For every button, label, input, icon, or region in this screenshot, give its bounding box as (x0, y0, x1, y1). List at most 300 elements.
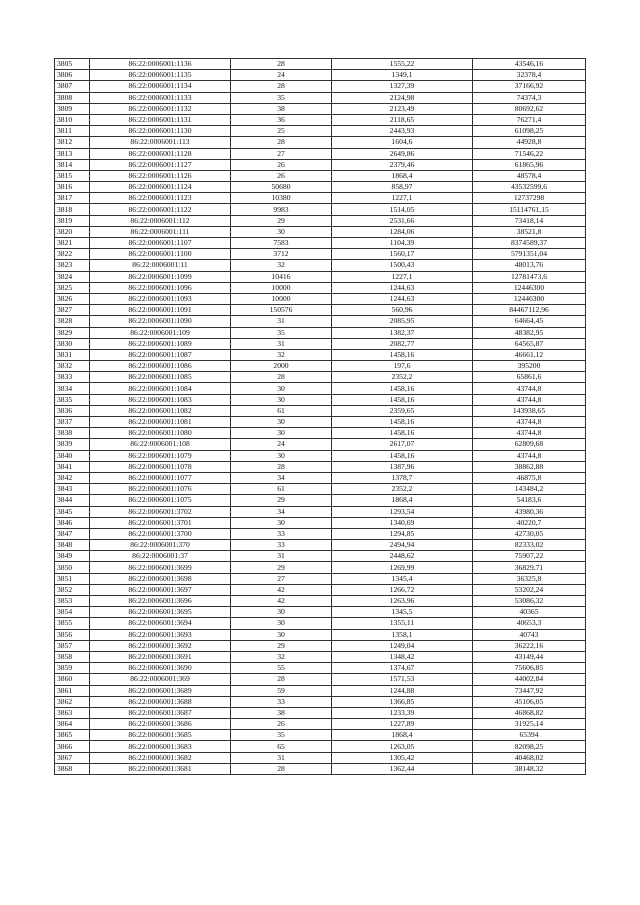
table-row (55, 763, 586, 774)
specific-value-cell: 1305,42 (332, 752, 473, 763)
cadastral-value-cell: 31925,14 (473, 719, 586, 730)
cadastral-value-cell: 44928,8 (473, 137, 586, 148)
table-row (55, 215, 586, 226)
cadastral-value-cell: 45106,05 (473, 696, 586, 707)
area-cell: 9983 (231, 204, 332, 215)
cadastral-value-cell: 38521,8 (473, 226, 586, 237)
cadastral-number-cell: 86:22:0006001:3681 (90, 763, 231, 774)
cadastral-number-cell: 86:22:0006001:1080 (90, 428, 231, 439)
specific-value-cell: 197,6 (332, 361, 473, 372)
area-cell: 28 (231, 81, 332, 92)
row-number-cell: 3847 (55, 528, 90, 539)
cadastral-number-cell: 86:22:0006001:3693 (90, 629, 231, 640)
table-row (55, 103, 586, 114)
area-cell: 30 (231, 618, 332, 629)
cadastral-number-cell: 86:22:0006001:1078 (90, 461, 231, 472)
cadastral-number-cell: 86:22:0006001:1096 (90, 282, 231, 293)
specific-value-cell: 1868,4 (332, 170, 473, 181)
area-cell: 31 (231, 551, 332, 562)
cadastral-value-cell: 65861,6 (473, 372, 586, 383)
specific-value-cell: 2494,94 (332, 540, 473, 551)
cadastral-value-cell: 40743 (473, 629, 586, 640)
specific-value-cell: 1366,85 (332, 696, 473, 707)
cadastral-value-cell: 75907,22 (473, 551, 586, 562)
area-cell: 28 (231, 59, 332, 70)
cadastral-number-cell: 86:22:0006001:1107 (90, 238, 231, 249)
row-number-cell: 3851 (55, 573, 90, 584)
specific-value-cell: 2082,77 (332, 338, 473, 349)
table-row (55, 752, 586, 763)
row-number-cell: 3859 (55, 663, 90, 674)
cadastral-number-cell: 86:22:0006001:3685 (90, 730, 231, 741)
cadastral-number-cell: 86:22:0006001:1130 (90, 126, 231, 137)
table-row (55, 271, 586, 282)
cadastral-value-cell: 43744,8 (473, 383, 586, 394)
area-cell: 10380 (231, 193, 332, 204)
cadastral-number-cell: 86:22:0006001:3686 (90, 719, 231, 730)
row-number-cell: 3823 (55, 260, 90, 271)
cadastral-number-cell: 86:22:0006001:1090 (90, 316, 231, 327)
cadastral-value-cell: 12446300 (473, 282, 586, 293)
table-row (55, 484, 586, 495)
cadastral-value-cell: 43744,8 (473, 450, 586, 461)
table-row (55, 629, 586, 640)
row-number-cell: 3820 (55, 226, 90, 237)
table-row (55, 126, 586, 137)
specific-value-cell: 1104,39 (332, 238, 473, 249)
row-number-cell: 3814 (55, 159, 90, 170)
area-cell: 32 (231, 260, 332, 271)
row-number-cell: 3813 (55, 148, 90, 159)
row-number-cell: 3867 (55, 752, 90, 763)
cadastral-value-cell: 38148,32 (473, 763, 586, 774)
table-row (55, 372, 586, 383)
cadastral-number-cell: 86:22:0006001:3688 (90, 696, 231, 707)
specific-value-cell: 1355,11 (332, 618, 473, 629)
row-number-cell: 3857 (55, 640, 90, 651)
row-number-cell: 3826 (55, 293, 90, 304)
specific-value-cell: 1263,05 (332, 741, 473, 752)
row-number-cell: 3838 (55, 428, 90, 439)
row-number-cell: 3844 (55, 495, 90, 506)
area-cell: 10000 (231, 282, 332, 293)
specific-value-cell: 2118,65 (332, 114, 473, 125)
cadastral-value-cell: 43546,16 (473, 59, 586, 70)
area-cell: 30 (231, 607, 332, 618)
area-cell: 35 (231, 730, 332, 741)
cadastral-number-cell: 86:22:0006001:1126 (90, 170, 231, 181)
specific-value-cell: 1284,06 (332, 226, 473, 237)
table-row (55, 182, 586, 193)
cadastral-value-cell: 84467112,96 (473, 305, 586, 316)
specific-value-cell: 1244,63 (332, 293, 473, 304)
table-row (55, 405, 586, 416)
cadastral-number-cell: 86:22:0006001:1087 (90, 349, 231, 360)
cadastral-value-cell: 62809,68 (473, 439, 586, 450)
table-row (55, 573, 586, 584)
cadastral-number-cell: 86:22:0006001:1086 (90, 361, 231, 372)
area-cell: 7583 (231, 238, 332, 249)
table-row (55, 260, 586, 271)
table-row (55, 383, 586, 394)
specific-value-cell: 1555,22 (332, 59, 473, 70)
cadastral-value-cell: 48382,95 (473, 327, 586, 338)
cadastral-number-cell: 86:22:0006001:1123 (90, 193, 231, 204)
cadastral-value-cell: 40220,7 (473, 517, 586, 528)
row-number-cell: 3806 (55, 70, 90, 81)
table-row (55, 707, 586, 718)
area-cell: 31 (231, 338, 332, 349)
cadastral-value-cell: 42730,05 (473, 528, 586, 539)
row-number-cell: 3864 (55, 719, 90, 730)
cadastral-number-cell: 86:22:0006001:1122 (90, 204, 231, 215)
cadastral-value-cell: 82333,02 (473, 540, 586, 551)
cadastral-value-cell: 74374,3 (473, 92, 586, 103)
cadastral-value-cell: 36325,8 (473, 573, 586, 584)
row-number-cell: 3866 (55, 741, 90, 752)
area-cell: 26 (231, 719, 332, 730)
row-number-cell: 3830 (55, 338, 90, 349)
area-cell: 33 (231, 528, 332, 539)
specific-value-cell: 1293,54 (332, 506, 473, 517)
area-cell: 59 (231, 685, 332, 696)
cadastral-value-cell: 44002,84 (473, 674, 586, 685)
row-number-cell: 3836 (55, 405, 90, 416)
cadastral-value-cell: 37166,92 (473, 81, 586, 92)
row-number-cell: 3812 (55, 137, 90, 148)
cadastral-number-cell: 86:22:0006001:111 (90, 226, 231, 237)
table-row (55, 159, 586, 170)
specific-value-cell: 1571,53 (332, 674, 473, 685)
cadastral-value-cell: 143938,65 (473, 405, 586, 416)
row-number-cell: 3860 (55, 674, 90, 685)
table-row (55, 226, 586, 237)
row-number-cell: 3841 (55, 461, 90, 472)
row-number-cell: 3853 (55, 596, 90, 607)
table-row (55, 461, 586, 472)
area-cell: 55 (231, 663, 332, 674)
row-number-cell: 3832 (55, 361, 90, 372)
table-row (55, 428, 586, 439)
table-row (55, 719, 586, 730)
specific-value-cell: 1249,04 (332, 640, 473, 651)
area-cell: 36 (231, 114, 332, 125)
specific-value-cell: 1382,37 (332, 327, 473, 338)
cadastral-value-cell: 53202,24 (473, 584, 586, 595)
cadastral-number-cell: 86:22:0006001:3699 (90, 562, 231, 573)
table-row (55, 472, 586, 483)
table-row (55, 528, 586, 539)
area-cell: 2000 (231, 361, 332, 372)
row-number-cell: 3833 (55, 372, 90, 383)
cadastral-value-cell: 40468,02 (473, 752, 586, 763)
table-row (55, 685, 586, 696)
cadastral-number-cell: 86:22:0006001:1093 (90, 293, 231, 304)
table-row (55, 148, 586, 159)
area-cell: 30 (231, 226, 332, 237)
area-cell: 30 (231, 417, 332, 428)
row-number-cell: 3811 (55, 126, 90, 137)
cadastral-value-table (54, 58, 586, 775)
area-cell: 10416 (231, 271, 332, 282)
cadastral-number-cell: 86:22:0006001:108 (90, 439, 231, 450)
area-cell: 28 (231, 674, 332, 685)
area-cell: 65 (231, 741, 332, 752)
area-cell: 28 (231, 137, 332, 148)
cadastral-number-cell: 86:22:0006001:1082 (90, 405, 231, 416)
cadastral-number-cell: 86:22:0006001:109 (90, 327, 231, 338)
cadastral-number-cell: 86:22:0006001:1084 (90, 383, 231, 394)
cadastral-number-cell: 86:22:0006001:3700 (90, 528, 231, 539)
specific-value-cell: 1458,16 (332, 428, 473, 439)
specific-value-cell: 1348,42 (332, 651, 473, 662)
area-cell: 32 (231, 651, 332, 662)
cadastral-value-cell: 61098,25 (473, 126, 586, 137)
specific-value-cell: 1458,16 (332, 417, 473, 428)
cadastral-number-cell: 86:22:0006001:1127 (90, 159, 231, 170)
cadastral-number-cell: 86:22:0006001:3702 (90, 506, 231, 517)
cadastral-number-cell: 86:22:0006001:1076 (90, 484, 231, 495)
table-row (55, 193, 586, 204)
cadastral-value-cell: 64664,45 (473, 316, 586, 327)
cadastral-number-cell: 86:22:0006001:3692 (90, 640, 231, 651)
cadastral-value-cell: 73418,14 (473, 215, 586, 226)
cadastral-number-cell: 86:22:0006001:1124 (90, 182, 231, 193)
row-number-cell: 3842 (55, 472, 90, 483)
cadastral-number-cell: 86:22:0006001:1132 (90, 103, 231, 114)
specific-value-cell: 2352,2 (332, 372, 473, 383)
table-row (55, 305, 586, 316)
table-row (55, 238, 586, 249)
cadastral-value-cell: 46868,82 (473, 707, 586, 718)
specific-value-cell: 858,97 (332, 182, 473, 193)
specific-value-cell: 2352,2 (332, 484, 473, 495)
cadastral-value-cell: 71546,22 (473, 148, 586, 159)
area-cell: 26 (231, 159, 332, 170)
table-row (55, 730, 586, 741)
cadastral-value-cell: 43744,8 (473, 417, 586, 428)
table-row (55, 361, 586, 372)
area-cell: 34 (231, 506, 332, 517)
table-row (55, 59, 586, 70)
specific-value-cell: 2443,93 (332, 126, 473, 137)
cadastral-value-cell: 82098,25 (473, 741, 586, 752)
cadastral-number-cell: 86:22:0006001:3690 (90, 663, 231, 674)
row-number-cell: 3824 (55, 271, 90, 282)
specific-value-cell: 1233,39 (332, 707, 473, 718)
cadastral-value-cell: 64565,87 (473, 338, 586, 349)
cadastral-number-cell: 86:22:0006001:3697 (90, 584, 231, 595)
cadastral-number-cell: 86:22:0006001:3689 (90, 685, 231, 696)
row-number-cell: 3852 (55, 584, 90, 595)
row-number-cell: 3849 (55, 551, 90, 562)
area-cell: 35 (231, 327, 332, 338)
cadastral-value-cell: 54183,6 (473, 495, 586, 506)
cadastral-number-cell: 86:22:0006001:1085 (90, 372, 231, 383)
specific-value-cell: 1387,96 (332, 461, 473, 472)
cadastral-number-cell: 86:22:0006001:1099 (90, 271, 231, 282)
specific-value-cell: 1458,16 (332, 450, 473, 461)
cadastral-number-cell: 86:22:0006001:3682 (90, 752, 231, 763)
table-row (55, 92, 586, 103)
table-row (55, 584, 586, 595)
area-cell: 35 (231, 92, 332, 103)
row-number-cell: 3816 (55, 182, 90, 193)
row-number-cell: 3805 (55, 59, 90, 70)
row-number-cell: 3862 (55, 696, 90, 707)
table-row (55, 618, 586, 629)
area-cell: 50680 (231, 182, 332, 193)
cadastral-number-cell: 86:22:0006001:1131 (90, 114, 231, 125)
area-cell: 3712 (231, 249, 332, 260)
cadastral-number-cell: 86:22:0006001:3695 (90, 607, 231, 618)
row-number-cell: 3845 (55, 506, 90, 517)
table-row (55, 741, 586, 752)
cadastral-number-cell: 86:22:0006001:113 (90, 137, 231, 148)
table-row (55, 170, 586, 181)
row-number-cell: 3822 (55, 249, 90, 260)
specific-value-cell: 1358,1 (332, 629, 473, 640)
area-cell: 30 (231, 394, 332, 405)
specific-value-cell: 1560,17 (332, 249, 473, 260)
area-cell: 31 (231, 752, 332, 763)
cadastral-number-cell: 86:22:0006001:1077 (90, 472, 231, 483)
cadastral-value-cell: 46661,12 (473, 349, 586, 360)
specific-value-cell: 1244,63 (332, 282, 473, 293)
row-number-cell: 3819 (55, 215, 90, 226)
specific-value-cell: 1374,67 (332, 663, 473, 674)
row-number-cell: 3827 (55, 305, 90, 316)
cadastral-value-cell: 43744,8 (473, 428, 586, 439)
specific-value-cell: 1227,1 (332, 271, 473, 282)
cadastral-value-cell: 32378,4 (473, 70, 586, 81)
cadastral-value-cell: 12446300 (473, 293, 586, 304)
table-row (55, 81, 586, 92)
cadastral-value-cell: 12737298 (473, 193, 586, 204)
row-number-cell: 3865 (55, 730, 90, 741)
area-cell: 38 (231, 707, 332, 718)
area-cell: 26 (231, 170, 332, 181)
cadastral-number-cell: 86:22:0006001:369 (90, 674, 231, 685)
row-number-cell: 3808 (55, 92, 90, 103)
table-row (55, 663, 586, 674)
specific-value-cell: 560,96 (332, 305, 473, 316)
area-cell: 42 (231, 584, 332, 595)
cadastral-value-cell: 65394 (473, 730, 586, 741)
cadastral-number-cell: 86:22:0006001:1128 (90, 148, 231, 159)
specific-value-cell: 1266,72 (332, 584, 473, 595)
cadastral-value-cell: 12781473,6 (473, 271, 586, 282)
specific-value-cell: 2448,62 (332, 551, 473, 562)
area-cell: 42 (231, 596, 332, 607)
table-row (55, 450, 586, 461)
table-body (55, 59, 586, 775)
row-number-cell: 3810 (55, 114, 90, 125)
table-row (55, 114, 586, 125)
area-cell: 10000 (231, 293, 332, 304)
specific-value-cell: 1514,05 (332, 204, 473, 215)
row-number-cell: 3868 (55, 763, 90, 774)
area-cell: 27 (231, 148, 332, 159)
table-row (55, 338, 586, 349)
cadastral-number-cell: 86:22:0006001:1091 (90, 305, 231, 316)
row-number-cell: 3809 (55, 103, 90, 114)
area-cell: 33 (231, 540, 332, 551)
row-number-cell: 3846 (55, 517, 90, 528)
row-number-cell: 3861 (55, 685, 90, 696)
row-number-cell: 3815 (55, 170, 90, 181)
row-number-cell: 3840 (55, 450, 90, 461)
row-number-cell: 3855 (55, 618, 90, 629)
table-row (55, 506, 586, 517)
specific-value-cell: 1345,4 (332, 573, 473, 584)
cadastral-number-cell: 86:22:0006001:3691 (90, 651, 231, 662)
specific-value-cell: 2359,65 (332, 405, 473, 416)
specific-value-cell: 2379,46 (332, 159, 473, 170)
specific-value-cell: 1263,96 (332, 596, 473, 607)
cadastral-value-cell: 395200 (473, 361, 586, 372)
cadastral-number-cell: 86:22:0006001:11 (90, 260, 231, 271)
cadastral-number-cell: 86:22:0006001:1083 (90, 394, 231, 405)
specific-value-cell: 1500,43 (332, 260, 473, 271)
area-cell: 61 (231, 484, 332, 495)
specific-value-cell: 1244,88 (332, 685, 473, 696)
area-cell: 28 (231, 461, 332, 472)
table-row (55, 540, 586, 551)
cadastral-number-cell: 86:22:0006001:1079 (90, 450, 231, 461)
area-cell: 31 (231, 316, 332, 327)
table-row (55, 70, 586, 81)
area-cell: 25 (231, 126, 332, 137)
row-number-cell: 3807 (55, 81, 90, 92)
cadastral-number-cell: 86:22:0006001:3687 (90, 707, 231, 718)
specific-value-cell: 1227,1 (332, 193, 473, 204)
table-row (55, 551, 586, 562)
table-row (55, 417, 586, 428)
table-row (55, 439, 586, 450)
cadastral-number-cell: 86:22:0006001:1100 (90, 249, 231, 260)
area-cell: 28 (231, 372, 332, 383)
row-number-cell: 3831 (55, 349, 90, 360)
cadastral-number-cell: 86:22:0006001:3683 (90, 741, 231, 752)
area-cell: 33 (231, 696, 332, 707)
cadastral-value-cell: 36222,16 (473, 640, 586, 651)
specific-value-cell: 1868,4 (332, 495, 473, 506)
cadastral-value-cell: 8374589,37 (473, 238, 586, 249)
table-row (55, 517, 586, 528)
cadastral-number-cell: 86:22:0006001:1075 (90, 495, 231, 506)
cadastral-value-cell: 143484,2 (473, 484, 586, 495)
table-row (55, 282, 586, 293)
table-row (55, 249, 586, 260)
row-number-cell: 3829 (55, 327, 90, 338)
table-row (55, 640, 586, 651)
area-cell: 29 (231, 562, 332, 573)
cadastral-value-cell: 36829,71 (473, 562, 586, 573)
table-row (55, 562, 586, 573)
area-cell: 34 (231, 472, 332, 483)
area-cell: 24 (231, 70, 332, 81)
specific-value-cell: 1349,1 (332, 70, 473, 81)
specific-value-cell: 1362,44 (332, 763, 473, 774)
cadastral-value-cell: 53086,32 (473, 596, 586, 607)
table-row (55, 349, 586, 360)
table-row (55, 394, 586, 405)
specific-value-cell: 1458,16 (332, 349, 473, 360)
row-number-cell: 3837 (55, 417, 90, 428)
cadastral-value-cell: 15114761,15 (473, 204, 586, 215)
cadastral-number-cell: 86:22:0006001:1134 (90, 81, 231, 92)
